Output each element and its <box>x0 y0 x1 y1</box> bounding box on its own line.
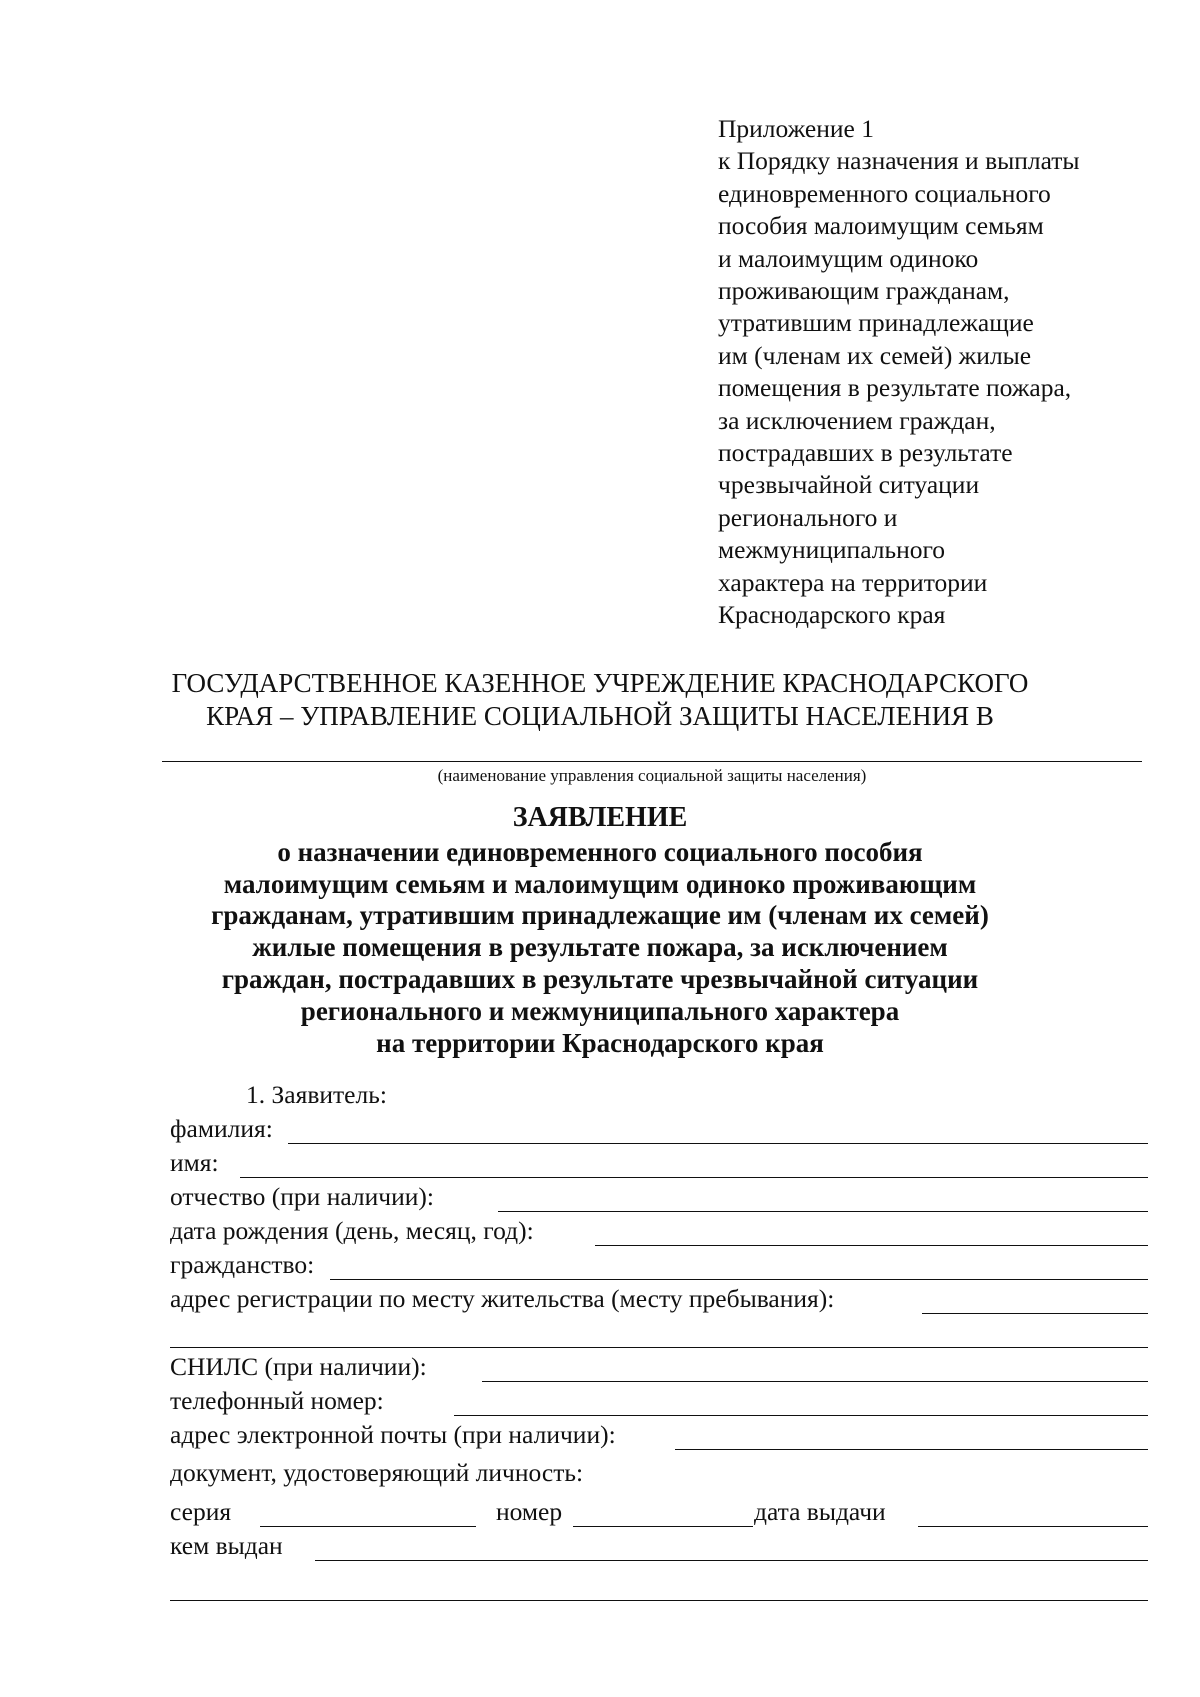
snils-label: СНИЛС (при наличии): <box>170 1352 427 1381</box>
number-label: номер <box>496 1497 563 1526</box>
organization-caption: (наименование управления социальной защиты населения) <box>437 766 867 785</box>
birth-date-field[interactable] <box>595 1245 1148 1246</box>
organization-name <box>100 667 1100 733</box>
organization-fill-line[interactable] <box>162 761 1142 762</box>
appendix-line: единовременного социального <box>718 178 1051 208</box>
row-name <box>170 1148 1148 1182</box>
appendix-line: Краснодарского края <box>718 600 946 630</box>
patronymic-label: отчество (при наличии): <box>170 1182 434 1211</box>
issued-by-label: кем выдан <box>170 1531 283 1560</box>
row-patronymic <box>170 1182 1148 1216</box>
row-document-details <box>170 1497 1148 1531</box>
appendix-line: пособия малоимущим семьям <box>718 211 1044 241</box>
number-field[interactable] <box>573 1526 753 1527</box>
appendix-line: пострадавших в результате <box>718 438 1013 468</box>
statement-title-block <box>100 802 1100 1059</box>
row-snils <box>170 1352 1148 1386</box>
statement-subtitle-line: регионального и межмуниципального характера <box>300 995 900 1026</box>
appendix-line: к Порядку назначения и выплаты <box>718 146 1080 176</box>
row-citizenship <box>170 1250 1148 1284</box>
appendix-line: им (членам их семей) жилые <box>718 340 1032 370</box>
address-field-continued[interactable] <box>170 1347 1148 1348</box>
id-document-label: документ, удостоверяющий личность: <box>170 1458 584 1487</box>
patronymic-field[interactable] <box>498 1211 1148 1212</box>
statement-subtitle-line: малоимущим семьям и малоимущим одиноко проживающим <box>223 868 977 899</box>
statement-subtitle-line: гражданам, утратившим принадлежащие им (членам их семей) <box>211 900 989 931</box>
surname-field[interactable] <box>288 1143 1148 1144</box>
row-surname <box>170 1114 1148 1148</box>
appendix-line: регионального и <box>718 502 898 532</box>
appendix-line: и малоимущим одиноко <box>718 243 979 273</box>
series-field[interactable] <box>260 1526 476 1527</box>
address-label: адрес регистрации по месту жительства (месту пребывания): <box>170 1284 835 1313</box>
statement-subtitle-line: о назначении единовременного социального пособия <box>277 836 923 867</box>
row-issued-by <box>170 1531 1148 1565</box>
appendix-header <box>718 113 1158 632</box>
row-issued-by-continued <box>170 1571 1148 1605</box>
row-address-continued <box>170 1318 1148 1352</box>
organization-line-2: КРАЯ – УПРАВЛЕНИЕ СОЦИАЛЬНОЙ ЗАЩИТЫ НАСЕЛЕНИЯ В <box>206 701 994 731</box>
address-field[interactable] <box>922 1313 1148 1314</box>
issue-date-label: дата выдачи <box>754 1497 886 1526</box>
phone-field[interactable] <box>454 1415 1148 1416</box>
row-phone <box>170 1386 1148 1420</box>
appendix-line: утратившим принадлежащие <box>718 308 1034 338</box>
appendix-line: чрезвычайной ситуации <box>718 470 980 500</box>
organization-line-1: ГОСУДАРСТВЕННОЕ КАЗЕННОЕ УЧРЕЖДЕНИЕ КРАСНОДАРСКОГО <box>171 668 1029 698</box>
appendix-line: характера на территории <box>718 567 988 597</box>
phone-label: телефонный номер: <box>170 1386 384 1415</box>
birth-date-label: дата рождения (день, месяц, год): <box>170 1216 534 1245</box>
citizenship-field[interactable] <box>330 1279 1148 1280</box>
name-field[interactable] <box>240 1177 1148 1178</box>
appendix-line: Приложение 1 <box>718 114 874 143</box>
statement-subtitle-line: на территории Краснодарского края <box>376 1027 824 1058</box>
row-address <box>170 1284 1148 1318</box>
email-field[interactable] <box>675 1449 1148 1450</box>
appendix-line: за исключением граждан, <box>718 405 996 435</box>
surname-label: фамилия: <box>170 1114 273 1143</box>
email-label: адрес электронной почты (при наличии): <box>170 1420 616 1449</box>
issued-by-field[interactable] <box>315 1560 1148 1561</box>
statement-subtitle-line: граждан, пострадавших в результате чрезвычайной ситуации <box>221 963 979 994</box>
name-label: имя: <box>170 1148 219 1177</box>
issue-date-field[interactable] <box>918 1526 1148 1527</box>
appendix-line: помещения в результате пожара, <box>718 373 1072 403</box>
row-id-document <box>170 1458 1148 1492</box>
row-email <box>170 1420 1148 1454</box>
snils-field[interactable] <box>482 1381 1148 1382</box>
row-birth-date <box>170 1216 1148 1250</box>
series-label: серия <box>170 1497 232 1526</box>
issued-by-field-continued[interactable] <box>170 1600 1148 1601</box>
citizenship-label: гражданство: <box>170 1250 315 1279</box>
statement-title: ЗАЯВЛЕНИЕ <box>512 802 688 833</box>
appendix-line: межмуниципального <box>718 535 946 565</box>
section-title-applicant: 1. Заявитель: <box>246 1080 387 1109</box>
statement-subtitle-line: жилые помещения в результате пожара, за исключением <box>252 932 948 963</box>
appendix-line: проживающим гражданам, <box>718 276 1010 306</box>
